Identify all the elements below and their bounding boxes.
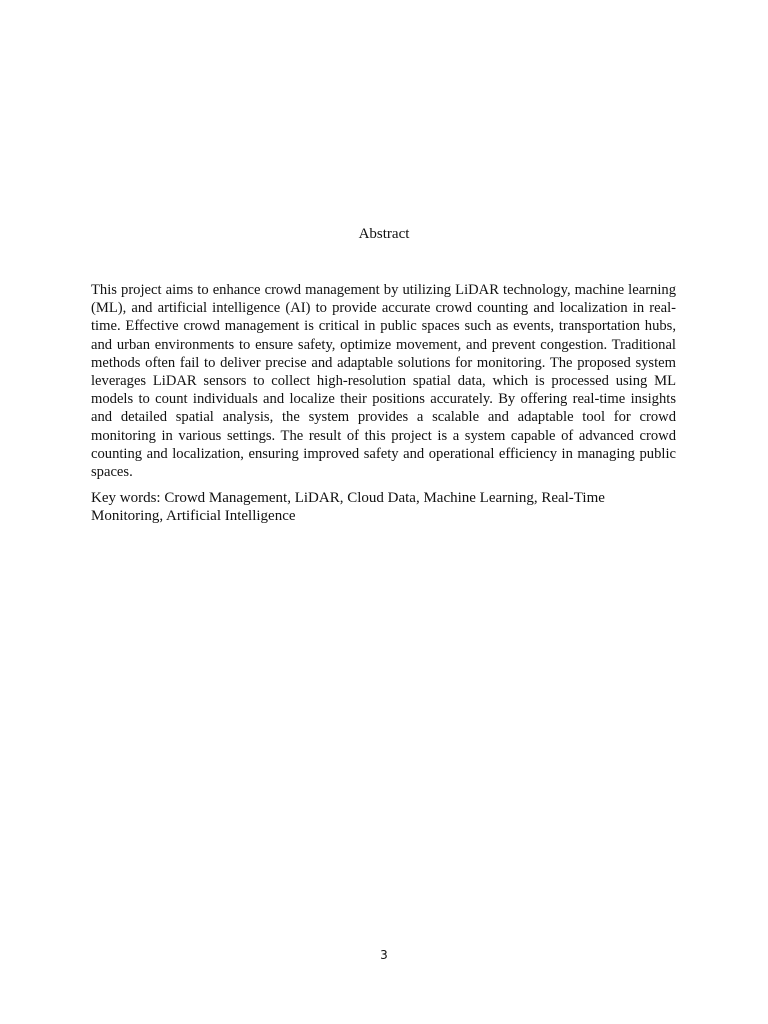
abstract-heading: Abstract	[358, 226, 410, 242]
page-number: 3	[380, 948, 388, 962]
abstract-body: This project aims to enhance crowd management by utilizing LiDAR technology, machine learning (ML), and artificial intelligence (AI) to provide accurate crowd counting and localization in real-time. Effective crowd management is critical in public spaces such as events, transportation hubs, and urban environments to ensure safety, optimize movement, and prevent congestion. Traditional methods often fail to deliver precise and adaptable solutions for monitoring. The proposed system leverages LiDAR sensors to collect high-resolution spatial data, which is processed using ML models to count individuals and localize their positions accurately. By offering real-time insights and detailed spatial analysis, the system provides a scalable and adaptable tool for crowd monitoring in various settings. The result of this project is a system capable of advanced crowd counting and localization, ensuring improved safety and operational efficiency in managing public spaces.	[91, 282, 676, 481]
keywords: Key words: Crowd Management, LiDAR, Cloud Data, Machine Learning, Real-Time Monitoring, Artificial Intelligence	[91, 490, 605, 524]
